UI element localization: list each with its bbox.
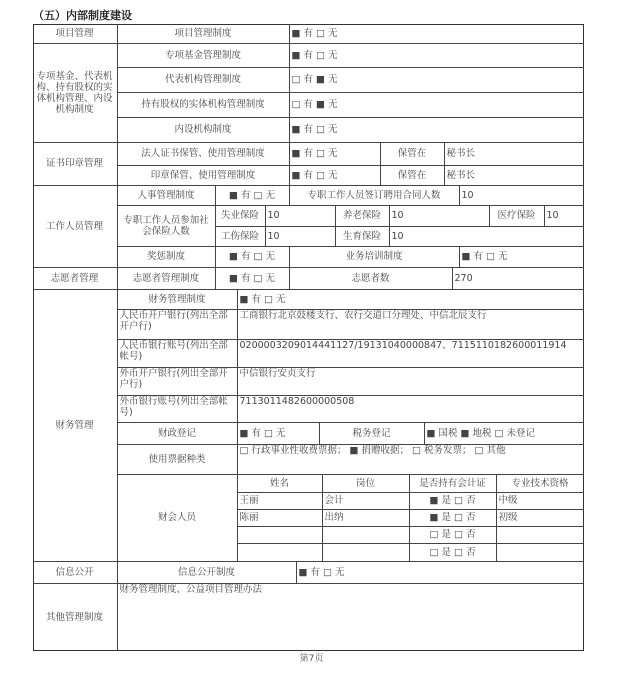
field-label: 内设机构制度 <box>118 118 290 143</box>
table-cell-post: 出纳 <box>323 510 410 527</box>
field-label: 法人证书保管、使用管理制度 <box>118 143 290 166</box>
section-label: 工作人员管理 <box>33 186 118 268</box>
column-header: 岗位 <box>323 475 410 493</box>
table-cell-post: 会计 <box>323 493 410 510</box>
checkbox-value[interactable]: ■ 有 □ 无 <box>290 166 381 186</box>
section-label: 证书印章管理 <box>33 143 118 186</box>
column-header: 是否持有会计证 <box>410 475 497 493</box>
internal-system-table <box>33 24 584 651</box>
field-label: 养老保险 <box>336 206 390 227</box>
field-label: 税务登记 <box>320 423 425 445</box>
field-label: 外币开户银行(列出全部开户行) <box>118 368 238 396</box>
table-cell-qual: 中级 <box>497 493 584 510</box>
field-label: 生育保险 <box>336 227 390 247</box>
field-value: 10 <box>545 206 584 227</box>
table-cell-cert: ■ 是 □ 否 <box>410 510 497 527</box>
field-label: 志愿者管理制度 <box>118 268 216 290</box>
field-label: 人民币开户银行(列出全部开户行) <box>118 310 238 340</box>
field-value: 10 <box>390 206 490 227</box>
field-label: 项目管理制度 <box>118 24 290 44</box>
field-value: 10 <box>460 186 584 206</box>
table-cell-post <box>323 527 410 544</box>
field-label: 财务管理制度 <box>118 290 238 310</box>
checkbox-value[interactable]: □ 行政事业性收费票据； ■ 捐赠收据； □ 税务发票； □ 其他 <box>238 445 584 475</box>
field-label: 人民币银行账号(列出全部帐号) <box>118 340 238 368</box>
field-label: 信息公开制度 <box>118 562 297 584</box>
section-label: 信息公开 <box>33 562 118 584</box>
page-number: 第7页 <box>299 654 324 664</box>
keeper-value: 秘书长 <box>445 166 584 186</box>
field-label: 财会人员 <box>118 475 238 562</box>
field-label: 外币银行账号(列出全部帐号) <box>118 396 238 423</box>
section-title: （五）内部制度建设 <box>33 9 132 22</box>
field-label: 志愿者数 <box>290 268 453 290</box>
checkbox-value[interactable]: ■ 有 □ 无 <box>216 247 290 268</box>
field-label: 医疗保险 <box>490 206 545 227</box>
field-label: 业务培训制度 <box>290 247 460 268</box>
field-value: 10 <box>390 227 584 247</box>
field-value: 10 <box>266 227 336 247</box>
table-cell-name: 陈丽 <box>238 510 323 527</box>
table-cell-name <box>238 527 323 544</box>
section-label: 财务管理 <box>33 290 118 562</box>
field-label: 人事管理制度 <box>118 186 216 206</box>
checkbox-value[interactable]: ■ 有 □ 无 <box>297 562 584 584</box>
field-label: 代表机构管理制度 <box>118 68 290 93</box>
field-label: 工伤保险 <box>216 227 266 247</box>
checkbox-value[interactable]: ■ 有 □ 无 <box>238 423 320 445</box>
field-value: 中信银行安贞支行 <box>238 368 584 396</box>
table-cell-qual <box>497 544 584 562</box>
field-label: 专项基金管理制度 <box>118 44 290 68</box>
field-label: 失业保险 <box>216 206 266 227</box>
field-label: 持有股权的实体机构管理制度 <box>118 93 290 118</box>
field-label: 奖惩制度 <box>118 247 216 268</box>
checkbox-value[interactable]: ■ 有 □ 无 <box>216 268 290 290</box>
field-label: 专职工作人员签订聘用合同人数 <box>290 186 460 206</box>
table-cell-cert: ■ 是 □ 否 <box>410 493 497 510</box>
column-header: 专业技术资格 <box>497 475 584 493</box>
field-label: 财政登记 <box>118 423 238 445</box>
field-label: 使用票据种类 <box>118 445 238 475</box>
table-cell-cert: □ 是 □ 否 <box>410 527 497 544</box>
table-cell-qual: 初级 <box>497 510 584 527</box>
checkbox-value[interactable]: □ 有 ■ 无 <box>290 93 584 118</box>
column-header: 姓名 <box>238 475 323 493</box>
checkbox-value[interactable]: ■ 有 □ 无 <box>290 24 584 44</box>
checkbox-value[interactable]: ■ 有 □ 无 <box>290 44 584 68</box>
field-label: 保管在 <box>381 143 445 166</box>
table-cell-post <box>323 544 410 562</box>
field-label: 保管在 <box>381 166 445 186</box>
checkbox-value[interactable]: ■ 有 □ 无 <box>238 290 584 310</box>
field-value: 7113011482600000508 <box>238 396 584 423</box>
checkbox-value[interactable]: ■ 有 □ 无 <box>290 118 584 143</box>
field-value: 工商银行北京鼓楼支行、农行交道口分理处、中信北辰支行 <box>238 310 584 340</box>
table-cell-qual <box>497 527 584 544</box>
checkbox-value[interactable]: □ 有 ■ 无 <box>290 68 584 93</box>
field-value: 270 <box>453 268 584 290</box>
table-cell-name: 王丽 <box>238 493 323 510</box>
checkbox-value[interactable]: ■ 有 □ 无 <box>460 247 584 268</box>
field-value: 10 <box>266 206 336 227</box>
field-label: 专职工作人员参加社会保险人数 <box>118 206 216 247</box>
section-label: 其他管理制度 <box>33 584 118 651</box>
table-cell-cert: □ 是 □ 否 <box>410 544 497 562</box>
checkbox-value[interactable]: ■ 有 □ 无 <box>216 186 290 206</box>
section-label: 项目管理 <box>33 24 118 44</box>
table-cell-name <box>238 544 323 562</box>
checkbox-value[interactable]: ■ 国税 ■ 地税 □ 未登记 <box>425 423 584 445</box>
field-label: 印章保管、使用管理制度 <box>118 166 290 186</box>
field-value: 财务管理制度、公益项目管理办法 <box>119 583 263 595</box>
keeper-value: 秘书长 <box>445 143 584 166</box>
field-value: 0200003209014441127/19131040000847、7115110182600011914 <box>238 340 584 368</box>
checkbox-value[interactable]: ■ 有 □ 无 <box>290 143 381 166</box>
section-label: 专项基金、代表机构、持有股权的实体机构管理、内设机构制度 <box>33 44 118 143</box>
section-label: 志愿者管理 <box>33 268 118 290</box>
